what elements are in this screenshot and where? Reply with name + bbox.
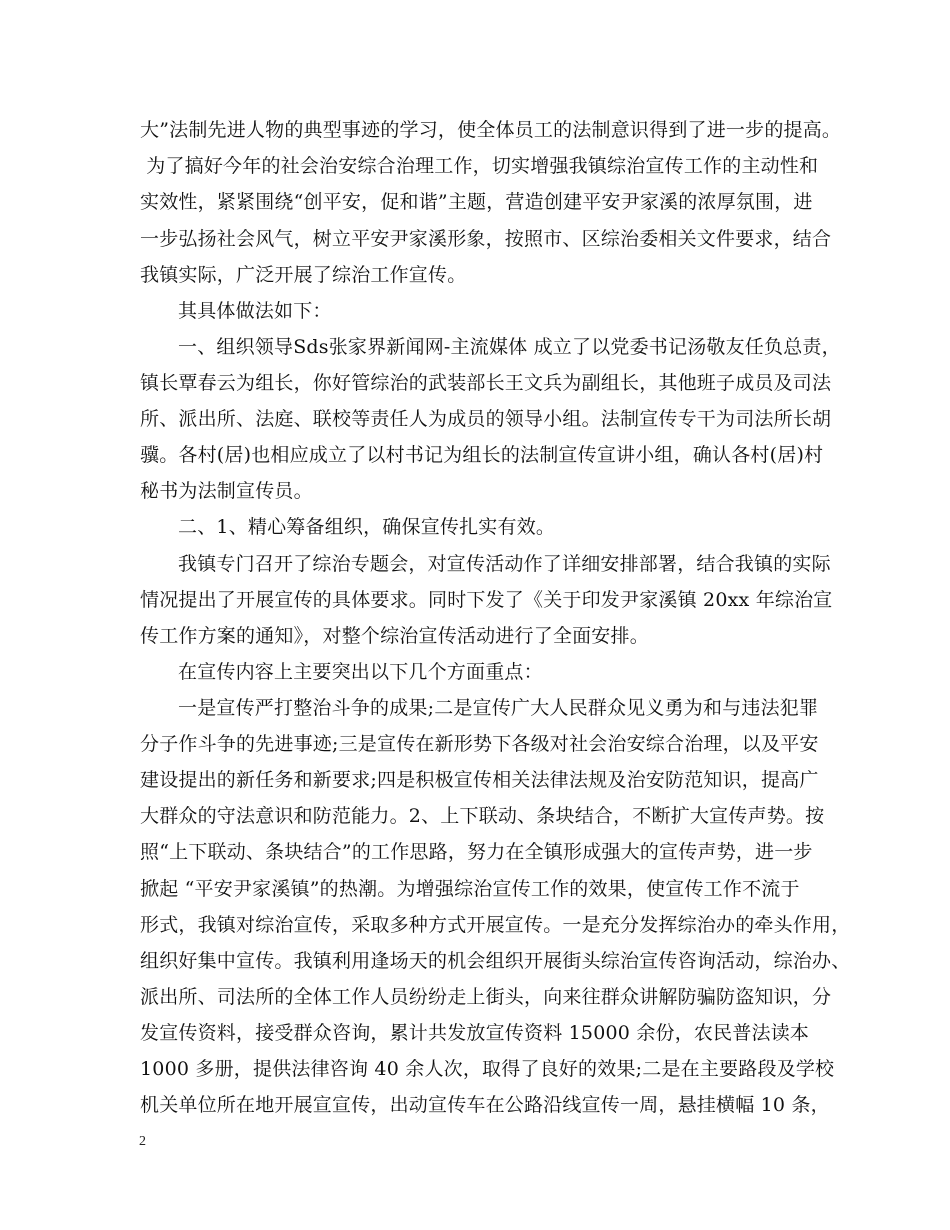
text-line: 照“上下联动、条块结合”的工作思路，努力在全镇形成强大的宣传声势，进一步 [140,841,813,863]
text-line: 大群众的守法意识和防范能力。2、上下联动、条块结合，不断扩大宣传声势。按 [140,805,825,827]
text-line: 秘书为法制宣传员。 [140,480,313,502]
text-line: 形式，我镇对综治宣传，采取多种方式开展宣传。一是充分发挥综治办的牵头作用， [140,914,851,936]
page-number: 2 [139,1134,146,1149]
text-line: 分子作斗争的先进事迹;三是宣传在新形势下各级对社会治安综合治理，以及平安 [140,733,819,755]
text-line: 大”法制先进人物的典型事迹的学习，使全体员工的法制意识得到了进一步的提高。 [140,119,842,141]
text-line: 二、1、精心筹备组织，确保宣传扎实有效。 [178,516,556,538]
text-line: 骥。各村(居)也相应成立了以村书记为组长的法制宣传宣讲小组，确认各村(居)村 [140,444,824,466]
text-line: 发宣传资料，接受群众咨询，累计共发放宣传资料 15000 余份，农民普法读本 [140,1022,810,1044]
text-line: 镇长覃春云为组长，你好管综治的武装部长王文兵为副组长，其他班子成员及司法 [140,372,832,394]
text-line: 1000 多册，提供法律咨询 40 余人次，取得了良好的效果;二是在主要路段及学校 [140,1058,835,1080]
text-line: 实效性，紧紧围绕“创平安，促和谐”主题，营造创建平安尹家溪的浓厚氛围，进 [140,191,813,213]
text-line: 我镇专门召开了综治专题会，对宣传活动作了详细安排部署，结合我镇的实际 [178,553,831,575]
text-line: 传工作方案的通知》，对整个综治宣传活动进行了全面安排。 [140,625,649,647]
text-line: 一、组织领导Sds张家界新闻网-主流媒体 成立了以党委书记汤敬友任负总责， [178,336,841,358]
text-line: 我镇实际，广泛开展了综治工作宣传。 [140,264,467,286]
text-line: 情况提出了开展宣传的具体要求。同时下发了《关于印发尹家溪镇 20xx 年综治宣 [140,589,833,611]
text-line: 掀起 “平安尹家溪镇”的热潮。为增强综治宣传工作的效果，使宣传工作不流于 [140,878,800,900]
text-line: 所、派出所、法庭、联校等责任人为成员的领导小组。法制宣传专干为司法所长胡 [140,408,832,430]
text-line: 建设提出的新任务和新要求;四是积极宣传相关法律法规及治安防范知识，提高广 [140,769,819,791]
text-line: 一是宣传严打整治斗争的成果;二是宣传广大人民群众见义勇为和与违法犯罪 [178,697,819,719]
text-line: 一步弘扬社会风气，树立平安尹家溪形象，按照市、区综治委相关文件要求，结合 [140,228,832,250]
text-line: 组织好集中宣传。我镇利用逢场天的机会组织开展街头综治宣传咨询活动，综治办、 [140,950,851,972]
text-line: 机关单位所在地开展宣宣传，出动宣传车在公路沿线宣传一周，悬挂横幅 10 条， [140,1094,830,1116]
text-line: 其具体做法如下： [178,300,332,322]
text-line: 为了搞好今年的社会治安综合治理工作，切实增强我镇综治宣传工作的主动性和 [140,155,819,177]
text-line: 在宣传内容上主要突出以下几个方面重点： [178,661,543,683]
text-line: 派出所、司法所的全体工作人员纷纷走上街头，向来往群众讲解防骗防盗知识，分 [140,986,832,1008]
